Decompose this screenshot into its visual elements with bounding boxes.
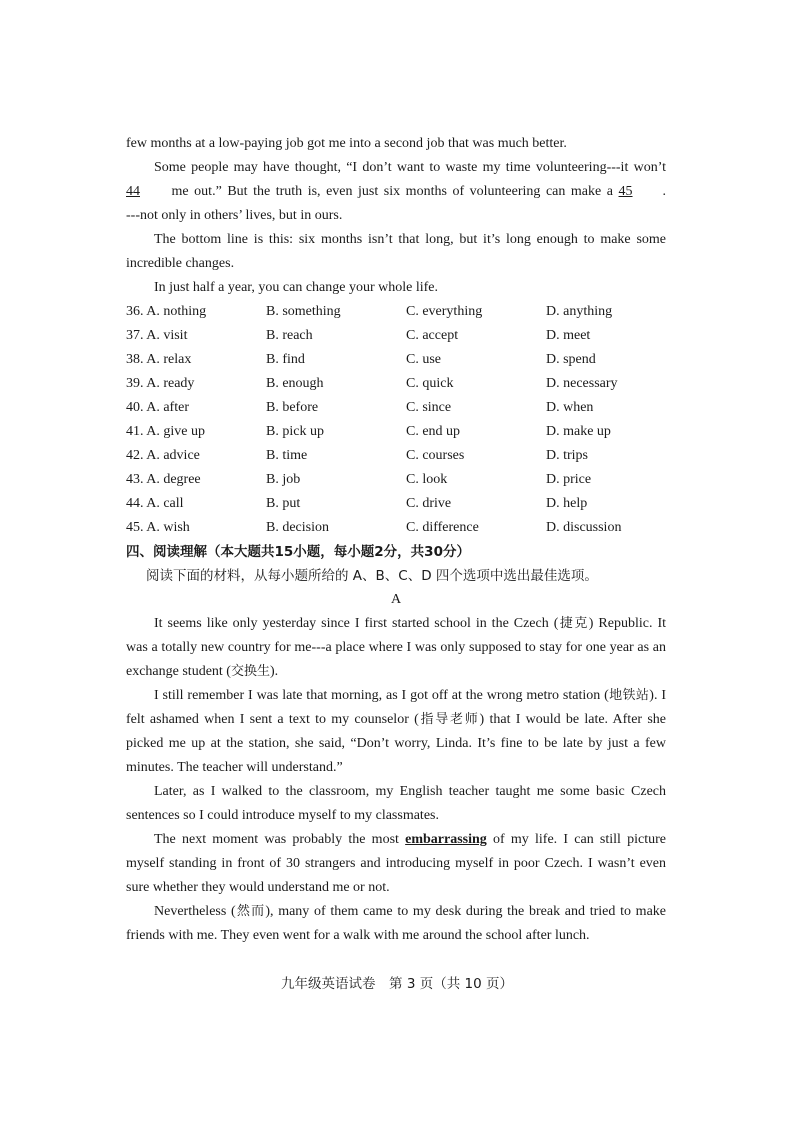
passage-line: friends with me. They even went for a walk with me around the school after lunch. [126,928,590,943]
passage-line: Some people may have thought, “I don’t want to waste my time volunteering---it won’t [154,160,666,175]
passage-line: Later, as I walked to the classroom, my English teacher taught me some basic Czech [154,784,666,799]
option-row: 44. A. call B. put C. drive D. help [126,496,588,511]
passage-line-with-blanks: 44 me out.” But the truth is, even just six months of volunteering can make a 45 . [126,180,666,204]
option-row: 42. A. advice B. time C. courses D. trips [126,448,588,463]
option-row: 41. A. give up B. pick up C. end up D. make up [126,424,611,439]
passage-line: was a totally new country for me---a place where I was only supposed to stay for one year as an [126,640,666,655]
blank-45: 45 [618,184,633,199]
passage-line: few months at a low-paying job got me into a second job that was much better. [126,136,567,151]
option-row: 40. A. after B. before C. since D. when [126,400,594,415]
passage-line: felt ashamed when I sent a text to my counselor (指导老师) that I would be late. After she [126,712,666,727]
passage-line: ---not only in others’ lives, but in ours. [126,208,343,223]
passage-line: I still remember I was late that morning, as I got off at the wrong metro station (地铁站). I [154,688,666,703]
option-row: 45. A. wish B. decision C. difference D. discussion [126,520,622,535]
highlighted-word: embarrassing [405,832,487,847]
passage-line: It seems like only yesterday since I first started school in the Czech (捷克) Republic. It [154,616,666,631]
passage-line: Nevertheless (然而), many of them came to my desk during the break and tried to make [154,904,666,919]
passage-line: In just half a year, you can change your whole life. [154,280,438,295]
option-row: 43. A. degree B. job C. look D. price [126,472,592,487]
passage-line: picked me up at the station, she said, “Don’t worry, Linda. It’s fine to be late by just a few [126,736,666,751]
passage-line: sure whether they would understand me or not. [126,880,390,895]
passage-line: exchange student (交换生). [126,664,279,679]
option-row: 37. A. visit B. reach C. accept D. meet [126,328,591,343]
passage-line: sentences so I could introduce myself to my classmates. [126,808,439,823]
answer-options [126,300,666,540]
option-row: 38. A. relax B. find C. use D. spend [126,352,596,367]
option-row: 39. A. ready B. enough C. quick D. necessary [126,376,618,391]
section-heading: 四、阅读理解（本大题共15小题，每小题2分，共30分） [126,544,470,560]
passage-line: The bottom line is this: six months isn’t that long, but it’s long enough to make some [154,232,666,247]
passage-line: myself standing in front of 30 strangers and introducing myself in poor Czech. I wasn’t even [126,856,666,871]
option-row: 36. A. nothing B. something C. everything D. anything [126,304,613,319]
section-instruction: 阅读下面的材料，从每小题所给的 A、B、C、D 四个选项中选出最佳选项。 [146,568,598,584]
passage-line: minutes. The teacher will understand.” [126,760,343,775]
exam-page-content [126,132,666,948]
passage-line: incredible changes. [126,256,235,271]
part-label: A [390,592,402,607]
blank-44: 44 [126,184,140,199]
page-footer: 九年级英语试卷 第 3 页（共 10 页） [281,976,513,992]
passage-line: The next moment was probably the most embarrassing of my life. I can still picture [154,832,666,847]
